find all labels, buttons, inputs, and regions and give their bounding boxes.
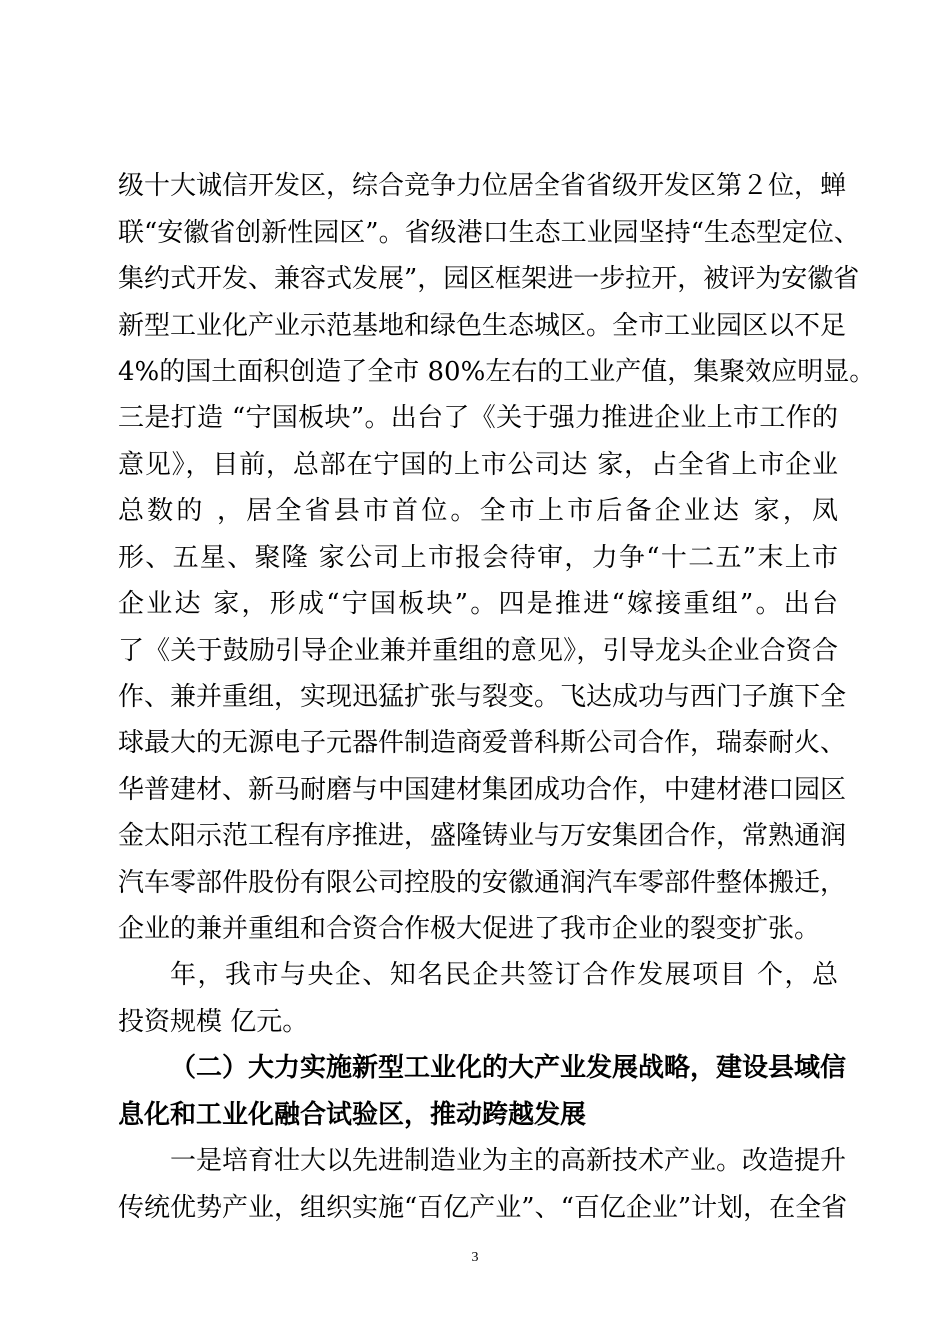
- body-text-line: 级十大诚信开发区，综合竞争力位居全省省级开发区第２位，蝉: [118, 171, 847, 201]
- body-text-line: 了《关于鼓励引导企业兼并重组的意见》，引导龙头企业合资合: [118, 636, 838, 666]
- body-text-line: 企业达 家，形成“宁国板块”。四是推进“嫁接重组”。出台: [118, 589, 838, 619]
- body-text-line: 年，我市与央企、知名民企共签订合作发展项目 个，总: [170, 960, 838, 990]
- body-text-line: 作、兼并重组，实现迅猛扩张与裂变。飞达成功与西门子旗下全: [118, 682, 847, 712]
- body-text-line: 金太阳示范工程有序推进，盛隆铸业与万安集团合作，常熟通润: [118, 821, 847, 851]
- body-text-line: 一是培育壮大以先进制造业为主的高新技术产业。改造提升: [170, 1146, 847, 1176]
- body-text-line: 球最大的无源电子元器件制造商爱普科斯公司合作，瑞泰耐火、: [118, 728, 847, 758]
- body-text-line: 华普建材、新马耐磨与中国建材集团成功合作，中建材港口园区: [118, 775, 847, 805]
- body-text-line: 新型工业化产业示范基地和绿色生态城区。全市工业园区以不足: [118, 311, 847, 341]
- page-number: 3: [471, 1250, 479, 1265]
- body-text-line: 传统优势产业，组织实施“百亿产业”、“百亿企业”计划，在全省: [118, 1193, 848, 1223]
- body-text-line: 联“安徽省创新性园区”。省级港口生态工业园坚持“生态型定位、: [118, 218, 860, 248]
- body-text-line: 集约式开发、兼容式发展”，园区框架进一步拉开，被评为安徽省: [118, 264, 860, 294]
- body-text-line: 汽车零部件股份有限公司控股的安徽通润汽车零部件整体搬迁，: [118, 868, 847, 898]
- body-text-line: 意见》，目前，总部在宁国的上市公司达 家，占全省上市企业: [118, 450, 838, 480]
- body-text-line: 总数的 ，居全省县市首位。全市上市后备企业达 家，凤: [118, 496, 838, 526]
- body-text-line: 4%的国土面积创造了全市 80%左右的工业产值，集聚效应明显。: [118, 357, 876, 387]
- body-text-line: 企业的兼并重组和合资合作极大促进了我市企业的裂变扩张。: [118, 914, 821, 944]
- section-heading-line: 息化和工业化融合试验区，推动跨越发展: [118, 1100, 587, 1130]
- section-heading-line: （二）大力实施新型工业化的大产业发展战略，建设县域信: [170, 1053, 847, 1083]
- body-text-line: 投资规模 亿元。: [118, 1007, 309, 1037]
- body-text-line: 形、五星、聚隆 家公司上市报会待审，力争“十二五”末上市: [118, 543, 838, 573]
- body-text-line: 三是打造 “宁国板块”。出台了《关于强力推进企业上市工作的: [118, 403, 838, 433]
